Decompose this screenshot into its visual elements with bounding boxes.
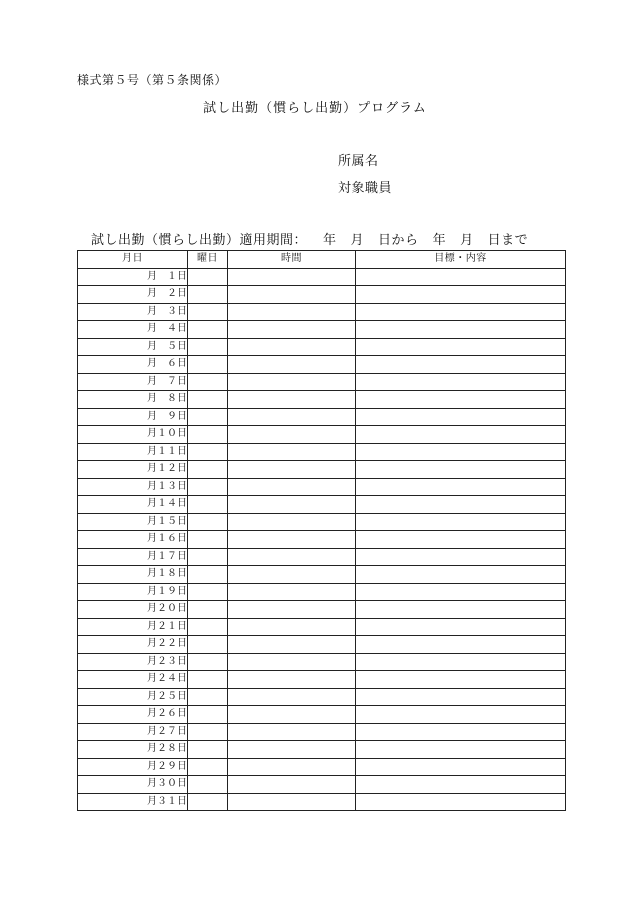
day-of-week-cell[interactable] [188, 286, 228, 304]
day-of-week-cell[interactable] [188, 793, 228, 811]
day-of-week-cell[interactable] [188, 443, 228, 461]
day-of-week-cell[interactable] [188, 531, 228, 549]
table-row [78, 636, 566, 654]
day-of-week-cell[interactable] [188, 566, 228, 584]
goal-content-cell[interactable] [356, 443, 566, 461]
table-row [78, 618, 566, 636]
day-of-week-cell[interactable] [188, 338, 228, 356]
date-cell: 月３０日 [78, 776, 188, 794]
date-cell: 月１６日 [78, 531, 188, 549]
period-end-year: 年 [432, 233, 447, 248]
time-cell[interactable] [228, 268, 356, 286]
goal-content-cell[interactable] [356, 741, 566, 759]
table-row [78, 548, 566, 566]
date-cell: 月２７日 [78, 723, 188, 741]
table-row [78, 268, 566, 286]
affiliation-label: 所属名 [338, 154, 379, 169]
header-date: 月日 [78, 251, 188, 269]
goal-content-cell[interactable] [356, 548, 566, 566]
goal-content-cell[interactable] [356, 286, 566, 304]
table-row [78, 706, 566, 724]
date-cell: 月３１日 [78, 793, 188, 811]
table-row [78, 496, 566, 514]
table-row [78, 461, 566, 479]
time-cell[interactable] [228, 601, 356, 619]
date-cell: 月 ７日 [78, 373, 188, 391]
date-cell: 月２９日 [78, 758, 188, 776]
table-row [78, 601, 566, 619]
goal-content-cell[interactable] [356, 461, 566, 479]
time-cell[interactable] [228, 671, 356, 689]
time-cell[interactable] [228, 461, 356, 479]
goal-content-cell[interactable] [356, 268, 566, 286]
goal-content-cell[interactable] [356, 636, 566, 654]
time-cell[interactable] [228, 618, 356, 636]
goal-content-cell[interactable] [356, 426, 566, 444]
period-start-day: 日から [378, 233, 419, 248]
goal-content-cell[interactable] [356, 496, 566, 514]
day-of-week-cell[interactable] [188, 303, 228, 321]
employee-label: 対象職員 [338, 181, 393, 196]
time-cell[interactable] [228, 723, 356, 741]
table-row [78, 741, 566, 759]
goal-content-cell[interactable] [356, 566, 566, 584]
header-goal-content: 目標・内容 [356, 251, 566, 269]
time-cell[interactable] [228, 653, 356, 671]
time-cell[interactable] [228, 741, 356, 759]
time-cell[interactable] [228, 478, 356, 496]
table-row [78, 286, 566, 304]
document-title: 試し出勤（慣らし出勤）プログラム [203, 101, 427, 116]
time-cell[interactable] [228, 548, 356, 566]
date-cell: 月 ８日 [78, 391, 188, 409]
day-of-week-cell[interactable] [188, 723, 228, 741]
period-start-month: 月 [350, 233, 365, 248]
day-of-week-cell[interactable] [188, 671, 228, 689]
goal-content-cell[interactable] [356, 303, 566, 321]
date-cell: 月１１日 [78, 443, 188, 461]
goal-content-cell[interactable] [356, 776, 566, 794]
date-cell: 月２８日 [78, 741, 188, 759]
table-row [78, 653, 566, 671]
date-cell: 月 ６日 [78, 356, 188, 374]
goal-content-cell[interactable] [356, 758, 566, 776]
header-time: 時間 [228, 251, 356, 269]
day-of-week-cell[interactable] [188, 688, 228, 706]
day-of-week-cell[interactable] [188, 408, 228, 426]
date-cell: 月 ４日 [78, 321, 188, 339]
table-row [78, 443, 566, 461]
day-of-week-cell[interactable] [188, 356, 228, 374]
goal-content-cell[interactable] [356, 338, 566, 356]
goal-content-cell[interactable] [356, 653, 566, 671]
date-cell: 月 ５日 [78, 338, 188, 356]
date-cell: 月 １日 [78, 268, 188, 286]
day-of-week-cell[interactable] [188, 461, 228, 479]
table-header-row [78, 251, 566, 269]
table-row [78, 758, 566, 776]
day-of-week-cell[interactable] [188, 391, 228, 409]
period-start-year: 年 [323, 233, 337, 248]
date-cell: 月２２日 [78, 636, 188, 654]
day-of-week-cell[interactable] [188, 321, 228, 339]
table-row [78, 566, 566, 584]
table-row [78, 391, 566, 409]
time-cell[interactable] [228, 321, 356, 339]
time-cell[interactable] [228, 636, 356, 654]
day-of-week-cell[interactable] [188, 373, 228, 391]
time-cell[interactable] [228, 426, 356, 444]
table-row [78, 338, 566, 356]
time-cell[interactable] [228, 583, 356, 601]
period-label: 試し出勤（慣らし出勤）適用期間： [91, 233, 308, 248]
day-of-week-cell[interactable] [188, 706, 228, 724]
table-row [78, 723, 566, 741]
time-cell[interactable] [228, 408, 356, 426]
date-cell: 月１９日 [78, 583, 188, 601]
schedule-table [77, 250, 566, 811]
goal-content-cell[interactable] [356, 356, 566, 374]
time-cell[interactable] [228, 496, 356, 514]
time-cell[interactable] [228, 793, 356, 811]
table-row [78, 356, 566, 374]
day-of-week-cell[interactable] [188, 636, 228, 654]
time-cell[interactable] [228, 531, 356, 549]
goal-content-cell[interactable] [356, 688, 566, 706]
date-cell: 月２６日 [78, 706, 188, 724]
period-end-day: 日まで [487, 233, 529, 248]
table-row [78, 426, 566, 444]
time-cell[interactable] [228, 513, 356, 531]
time-cell[interactable] [228, 373, 356, 391]
goal-content-cell[interactable] [356, 408, 566, 426]
goal-content-cell[interactable] [356, 706, 566, 724]
goal-content-cell[interactable] [356, 321, 566, 339]
table-row [78, 478, 566, 496]
day-of-week-cell[interactable] [188, 601, 228, 619]
table-row [78, 688, 566, 706]
date-cell: 月 ３日 [78, 303, 188, 321]
goal-content-cell[interactable] [356, 391, 566, 409]
date-cell: 月１５日 [78, 513, 188, 531]
goal-content-cell[interactable] [356, 513, 566, 531]
form-number: 様式第５号（第５条関係） [77, 73, 228, 87]
period-end-month: 月 [460, 233, 474, 248]
day-of-week-cell[interactable] [188, 776, 228, 794]
table-row [78, 776, 566, 794]
date-cell: 月１４日 [78, 496, 188, 514]
day-of-week-cell[interactable] [188, 268, 228, 286]
time-cell[interactable] [228, 303, 356, 321]
day-of-week-cell[interactable] [188, 496, 228, 514]
date-cell: 月２３日 [78, 653, 188, 671]
day-of-week-cell[interactable] [188, 583, 228, 601]
table-row [78, 408, 566, 426]
schedule-body [78, 268, 566, 811]
time-cell[interactable] [228, 356, 356, 374]
table-row [78, 513, 566, 531]
time-cell[interactable] [228, 443, 356, 461]
time-cell[interactable] [228, 758, 356, 776]
day-of-week-cell[interactable] [188, 548, 228, 566]
goal-content-cell[interactable] [356, 723, 566, 741]
time-cell[interactable] [228, 776, 356, 794]
goal-content-cell[interactable] [356, 583, 566, 601]
date-cell: 月１０日 [78, 426, 188, 444]
goal-content-cell[interactable] [356, 671, 566, 689]
date-cell: 月１３日 [78, 478, 188, 496]
day-of-week-cell[interactable] [188, 426, 228, 444]
day-of-week-cell[interactable] [188, 758, 228, 776]
date-cell: 月２４日 [78, 671, 188, 689]
goal-content-cell[interactable] [356, 601, 566, 619]
table-row [78, 793, 566, 811]
goal-content-cell[interactable] [356, 618, 566, 636]
day-of-week-cell[interactable] [188, 618, 228, 636]
goal-content-cell[interactable] [356, 478, 566, 496]
table-row [78, 531, 566, 549]
day-of-week-cell[interactable] [188, 741, 228, 759]
day-of-week-cell[interactable] [188, 478, 228, 496]
day-of-week-cell[interactable] [188, 653, 228, 671]
table-row [78, 303, 566, 321]
date-cell: 月２１日 [78, 618, 188, 636]
table-row [78, 321, 566, 339]
goal-content-cell[interactable] [356, 531, 566, 549]
date-cell: 月２５日 [78, 688, 188, 706]
time-cell[interactable] [228, 338, 356, 356]
time-cell[interactable] [228, 566, 356, 584]
date-cell: 月１２日 [78, 461, 188, 479]
table-row [78, 373, 566, 391]
date-cell: 月１７日 [78, 548, 188, 566]
date-cell: 月 ９日 [78, 408, 188, 426]
day-of-week-cell[interactable] [188, 513, 228, 531]
time-cell[interactable] [228, 286, 356, 304]
table-row [78, 583, 566, 601]
header-day-of-week: 曜日 [188, 251, 228, 269]
application-period [91, 229, 528, 248]
date-cell: 月 ２日 [78, 286, 188, 304]
goal-content-cell[interactable] [356, 793, 566, 811]
goal-content-cell[interactable] [356, 373, 566, 391]
date-cell: 月１８日 [78, 566, 188, 584]
time-cell[interactable] [228, 688, 356, 706]
date-cell: 月２０日 [78, 601, 188, 619]
time-cell[interactable] [228, 391, 356, 409]
time-cell[interactable] [228, 706, 356, 724]
table-row [78, 671, 566, 689]
